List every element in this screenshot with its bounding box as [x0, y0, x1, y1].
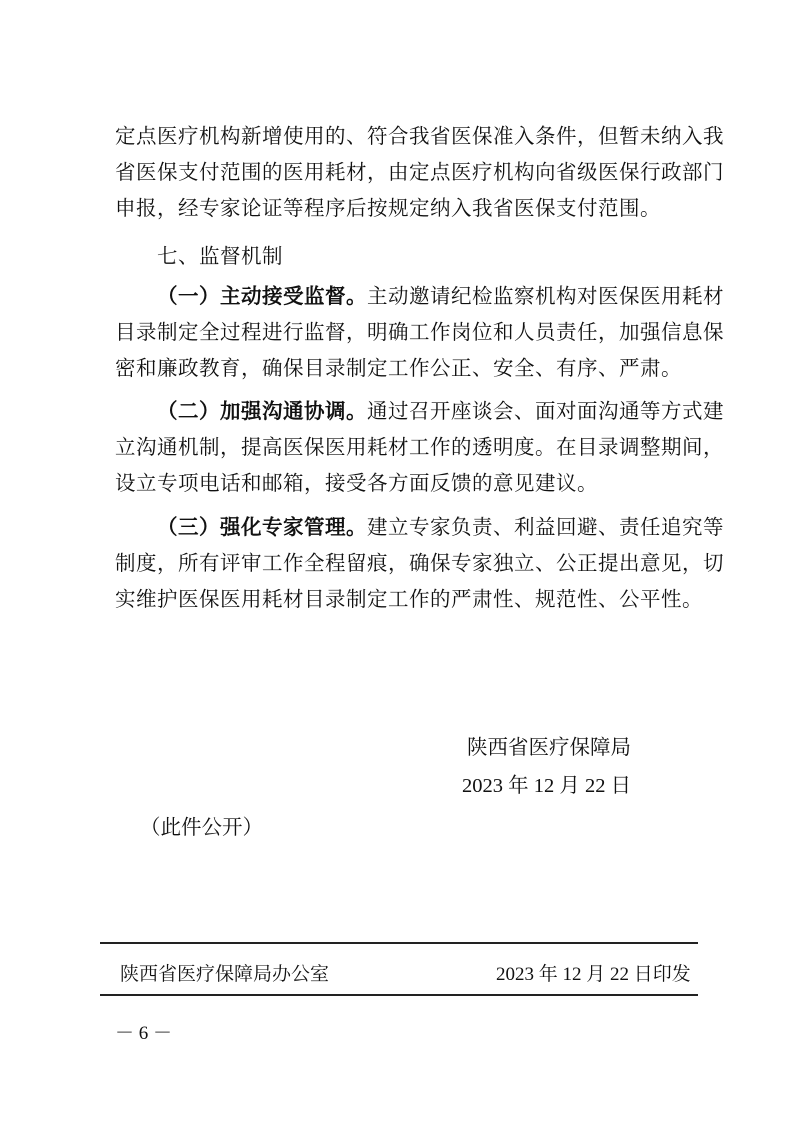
text-line: 目录制定全过程进行监督，明确工作岗位和人员责任，加强信息保: [115, 320, 724, 344]
subsection-title: （二）加强沟通协调。: [157, 399, 367, 423]
subsection-title: （一）主动接受监督。: [157, 284, 367, 308]
text-line: 省医保支付范围的医用耗材，由定点医疗机构向省级医保行政部门: [115, 160, 724, 184]
subsection-accept-supervision: [115, 278, 724, 386]
paragraph-catalog-inclusion: [115, 118, 724, 226]
text-line: 申报，经专家论证等程序后按规定纳入我省医保支付范围。: [115, 196, 661, 220]
subsection-lead-text: 主动邀请纪检监察机构对医保医用耗材: [367, 284, 724, 308]
text-line: 实维护医保医用耗材目录制定工作的严肃性、规范性、公平性。: [115, 587, 703, 611]
subsection-lead-text: 建立专家负责、利益回避、责任追究等: [367, 515, 724, 539]
text-line: 定点医疗机构新增使用的、符合我省医保准入条件，但暂未纳入我: [115, 124, 724, 148]
subsection-title: （三）强化专家管理。: [157, 515, 367, 539]
disclosure-note: （此件公开）: [140, 815, 263, 839]
text-line: 制度，所有评审工作全程留痕，确保专家独立、公正提出意见，切: [115, 551, 724, 575]
subsection-communication: [115, 393, 724, 501]
subsection-expert-management: [115, 509, 724, 617]
signature-organization: 陕西省医疗保障局: [467, 735, 631, 759]
section-supervision-mechanism: [115, 238, 705, 274]
text-line: 设立专项电话和邮箱，接受各方面反馈的意见建议。: [115, 471, 598, 495]
footer-bottom-rule: [100, 994, 698, 996]
text-line: 密和廉政教育，确保目录制定工作公正、安全、有序、严肃。: [115, 356, 682, 380]
page-number: － 6 －: [115, 1023, 173, 1044]
footer-issuing-office: 陕西省医疗保障局办公室: [120, 963, 330, 985]
signature-date: 2023 年 12 月 22 日: [462, 775, 632, 797]
footer-issue-date: 2023 年 12 月 22 日印发: [496, 964, 691, 985]
footer-top-rule: [100, 942, 698, 944]
text-line: 立沟通机制，提高医保医用耗材工作的透明度。在目录调整期间，: [115, 435, 724, 459]
section-heading: 七、监督机制: [157, 244, 283, 268]
subsection-lead-text: 通过召开座谈会、面对面沟通等方式建: [367, 399, 724, 423]
